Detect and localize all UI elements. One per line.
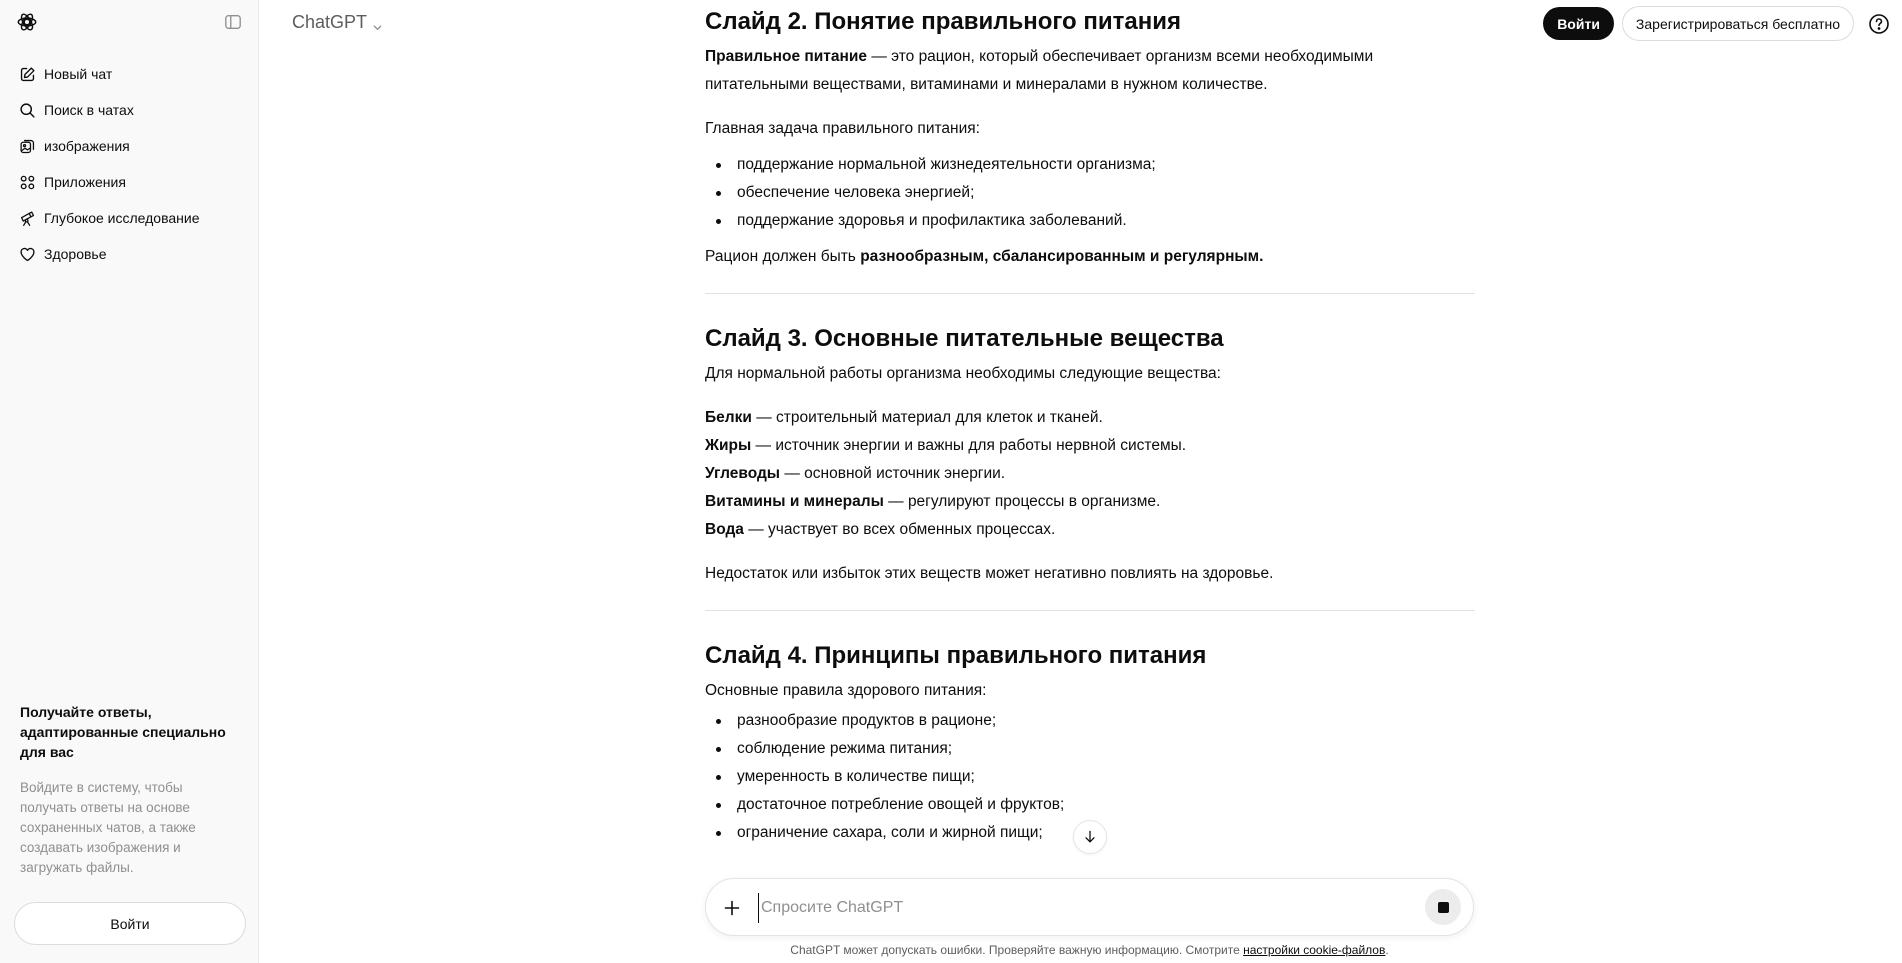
heart-icon — [18, 245, 36, 263]
images-icon — [18, 137, 36, 155]
task-list — [705, 151, 1475, 235]
composer — [705, 878, 1474, 936]
plus-icon[interactable] — [722, 898, 742, 918]
sidebar-item-label: Здоровье — [44, 246, 107, 262]
arrow-down-icon — [1082, 829, 1098, 845]
sidebar-item-label: Глубокое исследование — [44, 210, 200, 226]
sidebar-item-label: Приложения — [44, 174, 126, 190]
prompt-input[interactable] — [758, 893, 1398, 923]
nutrient-desc: — регулируют процессы в организме. — [883, 493, 1161, 510]
search-icon — [18, 101, 36, 119]
sidebar — [0, 0, 259, 963]
promo-text: Войдите в систему, чтобы получать ответы на основе сохраненных чатов, а также создавать изображения и загружать файлы. — [20, 780, 196, 875]
list-item: достаточное потребление овощей и фруктов; — [705, 791, 1475, 819]
definition-term: Правильное питание — [705, 48, 868, 65]
sidebar-item-health[interactable] — [8, 236, 251, 272]
task-intro: Главная задача правильного питания: — [705, 120, 980, 137]
nutrient-term: Вода — [705, 521, 744, 538]
sidebar-item-images[interactable] — [8, 128, 251, 164]
sidebar-login-button[interactable]: Войти — [14, 902, 246, 945]
sidebar-item-search[interactable] — [8, 92, 251, 128]
list-item — [705, 460, 1475, 488]
nutrient-term: Витамины и минералы — [705, 493, 884, 510]
list-item — [705, 516, 1475, 544]
sidebar-item-deep-research[interactable] — [8, 200, 251, 236]
summary-bold: разнообразным, сбалансированным и регулярным. — [860, 248, 1264, 265]
login-button[interactable]: Войти — [1543, 7, 1614, 40]
model-name: ChatGPT — [292, 11, 368, 32]
list-item: обеспечение человека энергией; — [705, 179, 1475, 207]
nutrients-intro: Для нормальной работы организма необходимы следующие вещества: — [705, 365, 1221, 382]
list-item: соблюдение режима питания; — [705, 735, 1475, 763]
list-item — [705, 404, 1475, 432]
sidebar-toggle-icon[interactable] — [224, 13, 242, 31]
disclaimer-end: . — [1385, 943, 1389, 957]
slide-2-title: Слайд 2. Понятие правильного питания — [705, 8, 1181, 35]
list-item: поддержание здоровья и профилактика заболеваний. — [705, 207, 1475, 235]
list-item: ограничение сахара, соли и жирной пищи; — [705, 819, 1475, 847]
header-actions — [1543, 6, 1890, 41]
sidebar-item-new-chat[interactable] — [8, 56, 251, 92]
login-promo — [20, 702, 230, 878]
telescope-icon — [18, 209, 36, 227]
chevron-down-icon — [372, 17, 383, 28]
slide-2-section — [705, 0, 1475, 271]
sidebar-item-apps[interactable] — [8, 164, 251, 200]
stop-button[interactable] — [1425, 889, 1461, 925]
stop-icon — [1438, 902, 1449, 913]
list-item: поддержание нормальной жизнедеятельности организма; — [705, 151, 1475, 179]
scroll-to-bottom-button[interactable] — [1073, 820, 1107, 854]
nutrient-term: Белки — [705, 409, 752, 426]
summary-prefix: Рацион должен быть — [705, 248, 861, 265]
sidebar-item-label: Новый чат — [44, 66, 113, 82]
disclaimer-text: ChatGPT может допускать ошибки. Проверяйте важную информацию. Смотрите — [790, 943, 1244, 957]
model-switcher[interactable] — [292, 10, 383, 34]
nutrient-desc: — основной источник энергии. — [780, 465, 1006, 482]
promo-title: Получайте ответы, адаптированные специально для вас — [20, 704, 226, 760]
slide-3-section — [705, 294, 1475, 588]
list-item: разнообразие продуктов в рационе; — [705, 707, 1475, 735]
list-item: умеренность в количестве пищи; — [705, 763, 1475, 791]
summary-paragraph — [705, 243, 1475, 271]
chat-message-content — [705, 0, 1475, 870]
nutrient-desc: — участвует во всех обменных процессах. — [743, 521, 1056, 538]
list-item — [705, 488, 1475, 516]
definition-text: — это рацион, который обеспечивает организм всеми необходимыми питательными веществами, витаминами и минералами в нужном количестве. — [705, 48, 1374, 93]
definition-paragraph — [705, 43, 1475, 99]
nutrients-list — [705, 404, 1475, 544]
new-chat-icon — [18, 65, 36, 83]
list-item — [705, 432, 1475, 460]
nutrients-note: Недостаток или избыток этих веществ может негативно повлиять на здоровье. — [705, 565, 1274, 582]
nutrient-term: Жиры — [705, 437, 752, 454]
register-button[interactable]: Зарегистрироваться бесплатно — [1622, 6, 1854, 41]
apps-icon — [18, 173, 36, 191]
sidebar-item-label: Поиск в чатах — [44, 102, 134, 118]
slide-3-title: Слайд 3. Основные питательные вещества — [705, 325, 1224, 352]
slide-4-title: Слайд 4. Принципы правильного питания — [705, 642, 1207, 669]
nutrient-desc: — строительный материал для клеток и тканей. — [751, 409, 1103, 426]
nutrient-term: Углеводы — [705, 465, 781, 482]
sidebar-item-label: изображения — [44, 138, 130, 154]
help-icon[interactable] — [1868, 13, 1890, 35]
principles-intro: Основные правила здорового питания: — [705, 682, 987, 699]
openai-logo-icon[interactable] — [16, 11, 38, 33]
nutrient-desc: — источник энергии и важны для работы нервной системы. — [751, 437, 1187, 454]
slide-4-section — [705, 611, 1475, 847]
disclaimer — [705, 942, 1474, 958]
sidebar-nav — [8, 56, 251, 272]
cookie-settings-link[interactable]: настройки cookie-файлов — [1243, 943, 1386, 957]
